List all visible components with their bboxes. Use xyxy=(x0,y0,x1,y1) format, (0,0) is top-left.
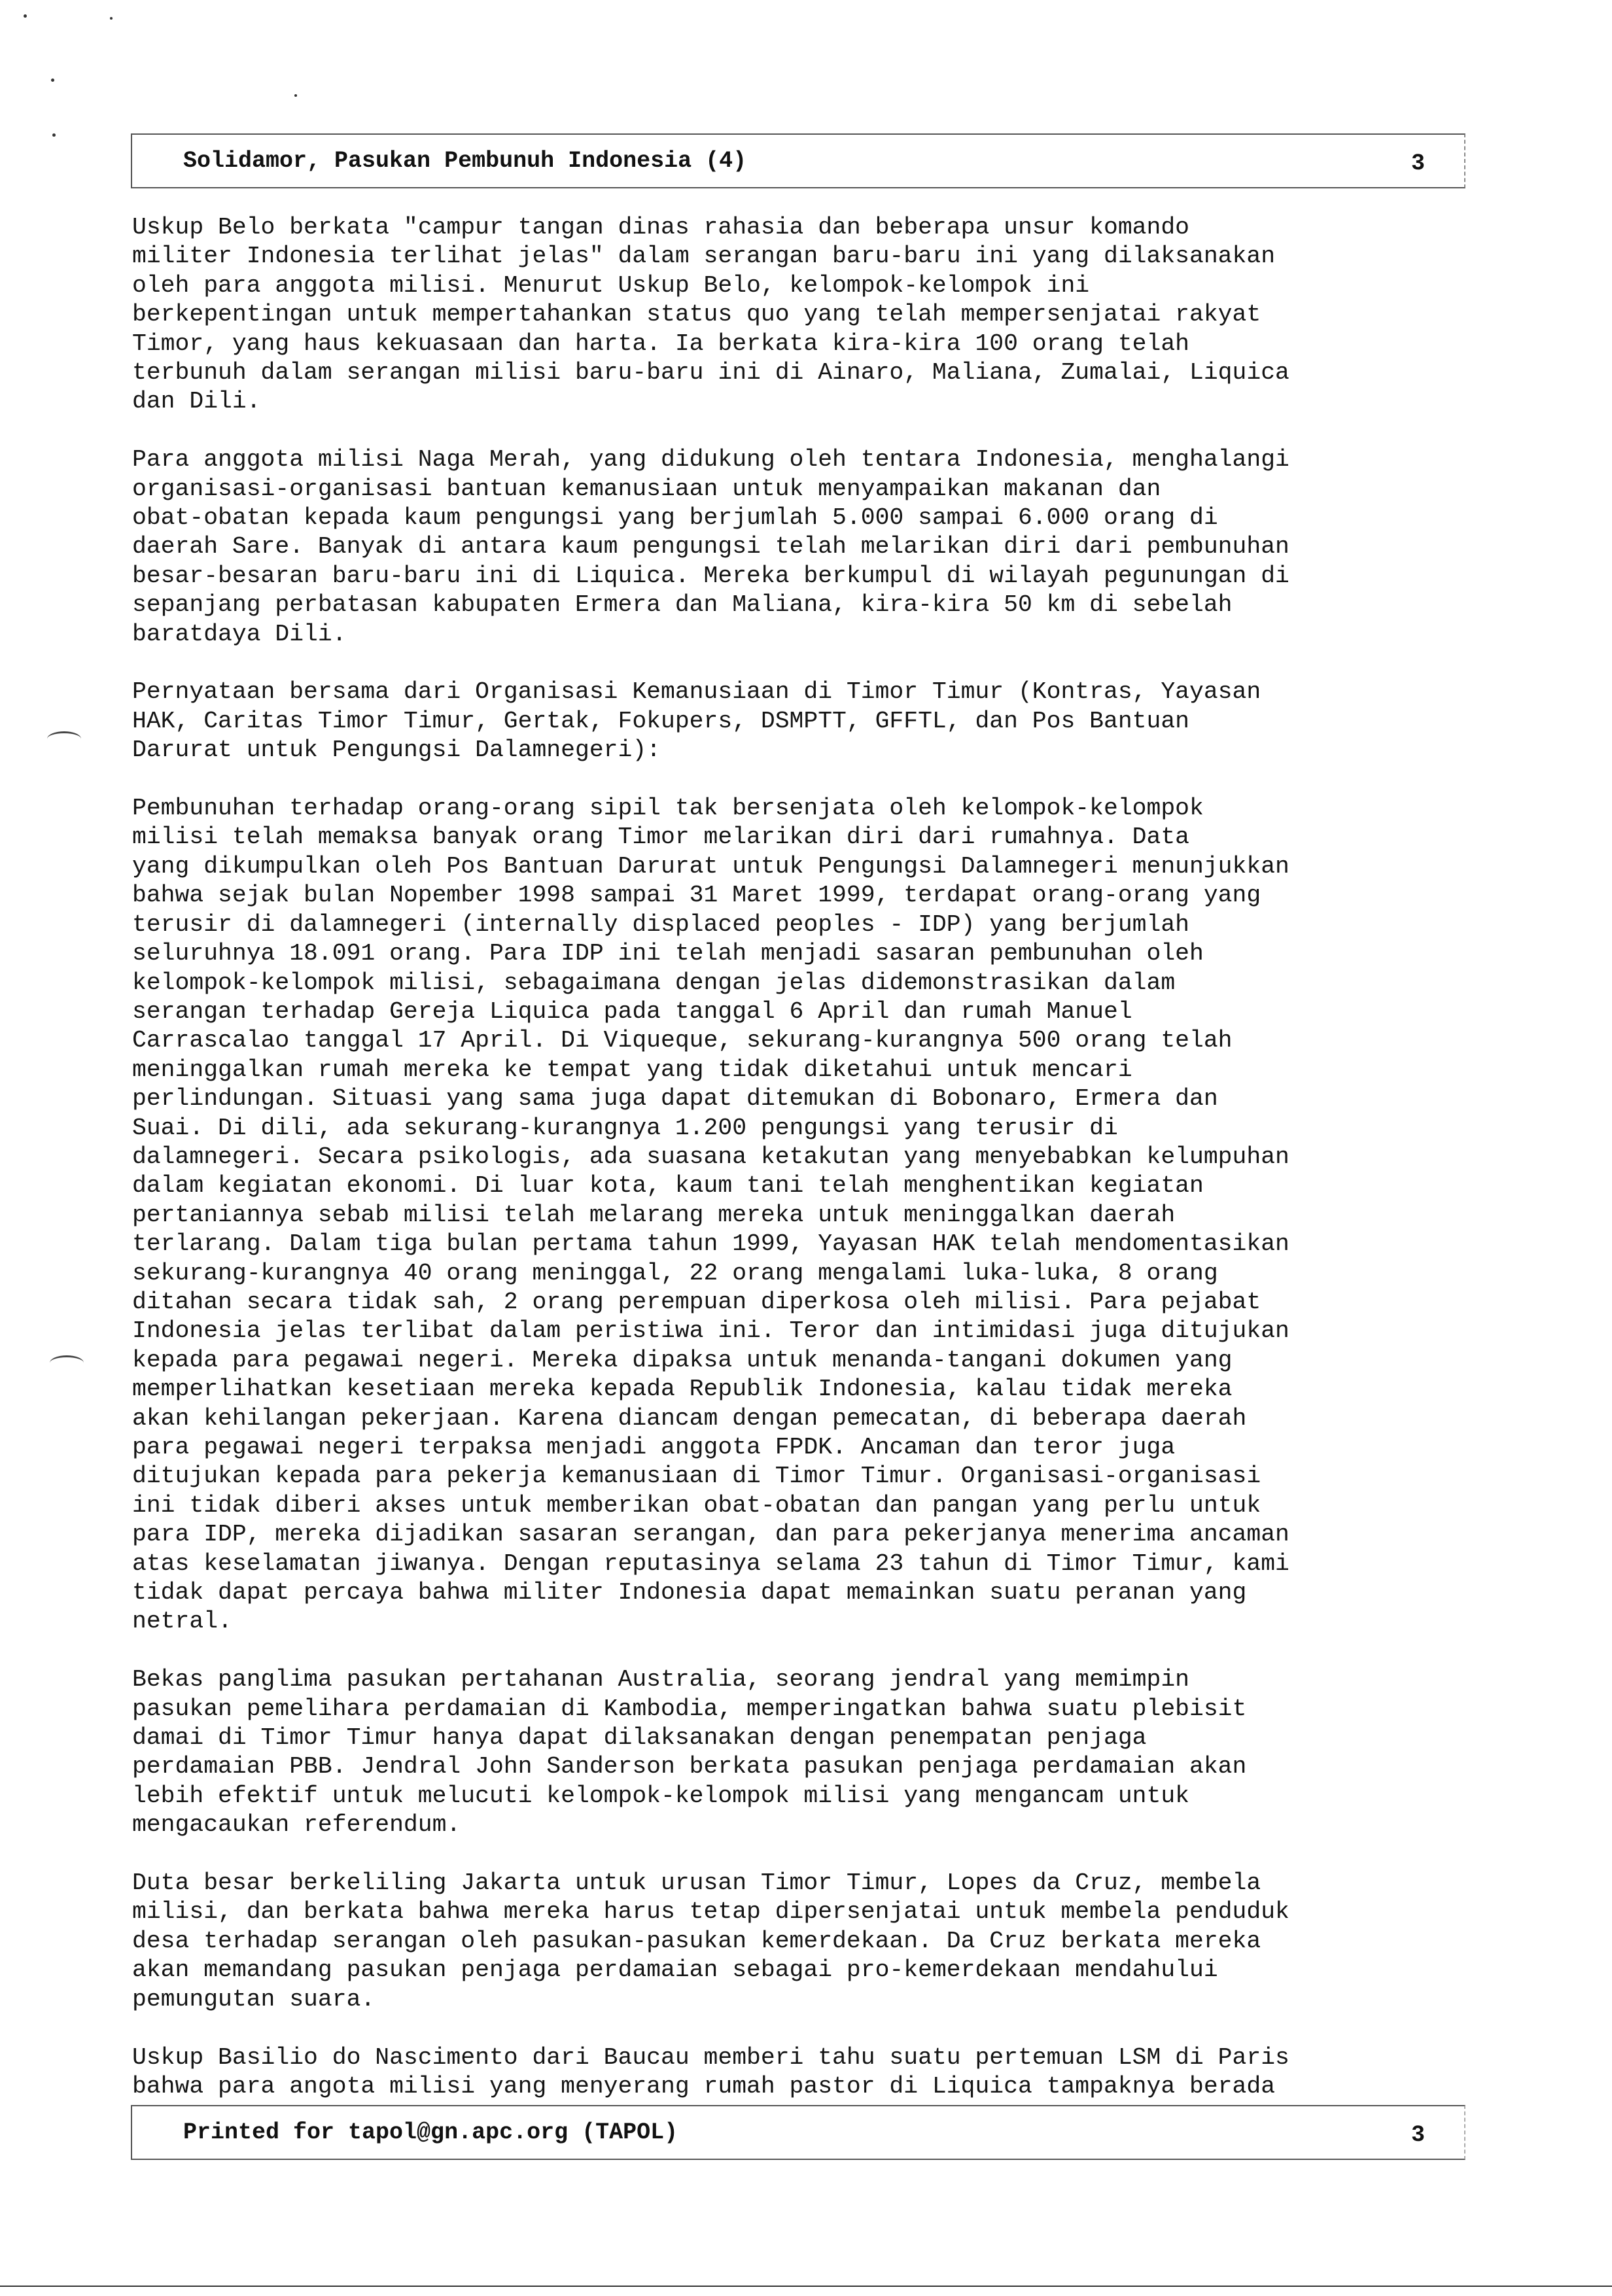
paragraph: Uskup Basilio do Nascimento dari Baucau memberi tahu suatu pertemuan LSM di Paris bahwa para angota milisi yang menyerang rumah pastor di Liquica tampaknya berada xyxy=(132,2044,1289,2100)
header-page-number: 3 xyxy=(1410,150,1425,177)
paragraph: Bekas panglima pasukan pertahanan Australia, seorang jendral yang memimpin pasukan pemelihara perdamaian di Kambodia, memperingatkan bahwa suatu plebisit damai di Timor Timur hanya dapat dilaksanakan dengan penempatan penjaga perdamaian PBB. Jendral John Sanderson berkata pasukan penjaga perdamaian akan lebih efektif untuk melucuti kelompok-kelompok milisi yang mengancam untuk mengacaukan referendum. xyxy=(132,1666,1247,1839)
scan-speck xyxy=(294,94,297,97)
scan-speck xyxy=(24,14,27,18)
paragraph: Pernyataan bersama dari Organisasi Kemanusiaan di Timor Timur (Kontras, Yayasan HAK, Caritas Timor Timur, Gertak, Fokupers, DSMPTT, GFFTL, dan Pos Bantuan Darurat untuk Pengungsi Dalamnegeri): xyxy=(132,678,1261,764)
footer-page-number: 3 xyxy=(1410,2122,1425,2148)
scan-edge-line xyxy=(0,2286,1612,2287)
footer-printed-for: Printed for tapol@gn.apc.org (TAPOL) xyxy=(183,2119,678,2146)
body-text xyxy=(132,213,1473,2131)
scan-speck xyxy=(51,78,54,82)
scan-speck xyxy=(52,133,56,137)
paragraph: Para anggota milisi Naga Merah, yang didukung oleh tentara Indonesia, menghalangi organisasi-organisasi bantuan kemanusiaan untuk menyampaikan makanan dan obat-obatan kepada kaum pengungsi yang berjumlah 5.000 sampai 6.000 orang di daerah Sare. Banyak di antara kaum pengungsi telah melarikan diri dari pembunuhan besar-besaran baru-baru ini di Liquica. Mereka berkumpul di wilayah pegunungan di sepanjang perbatasan kabupaten Ermera dan Maliana, kira-kira 50 km di sebelah baratdaya Dili. xyxy=(132,446,1289,648)
paragraph: Duta besar berkeliling Jakarta untuk urusan Timor Timur, Lopes da Cruz, membela milisi, dan berkata bahwa mereka harus tetap dipersenjatai untuk membela penduduk desa terhadap serangan oleh pasukan-pasukan kemerdekaan. Da Cruz berkata mereka akan memandang pasukan penjaga perdamaian sebagai pro-kemerdekaan mendahului pemungutan suara. xyxy=(132,1870,1289,2013)
paragraph: Uskup Belo berkata "campur tangan dinas rahasia dan beberapa unsur komando militer Indonesia terlihat jelas" dalam serangan baru-baru ini yang dilaksanakan oleh para anggota milisi. Menurut Uskup Belo, kelompok-kelompok ini berkepentingan untuk mempertahankan status quo yang telah mempersenjatai rakyat Timor, yang haus kekuasaan dan harta. Ia berkata kira-kira 100 orang telah terbunuh dalam serangan milisi baru-baru ini di Ainaro, Maliana, Zumalai, Liquica dan Dili. xyxy=(132,214,1289,415)
scan-speck xyxy=(110,17,113,20)
running-footer xyxy=(131,2105,1465,2160)
paragraph: Pembunuhan terhadap orang-orang sipil tak bersenjata oleh kelompok-kelompok milisi telah memaksa banyak orang Timor melarikan diri dari rumahnya. Data yang dikumpulkan oleh Pos Bantuan Darurat untuk Pengungsi Dalamnegeri menunjukkan bahwa sejak bulan Nopember 1998 sampai 31 Maret 1999, terdapat orang-orang yang terusir di dalamnegeri (internally displaced peoples - IDP) yang berjumlah seluruhnya 18.091 orang. Para IDP ini telah menjadi sasaran pembunuhan oleh kelompok-kelompok milisi, sebagaimana dengan jelas didemonstrasikan dalam serangan terhadap Gereja Liquica pada tanggal 6 April dan rumah Manuel Carrascalao tanggal 17 April. Di Viqueque, sekurang-kurangnya 500 orang telah meninggalkan rumah mereka ke tempat yang tidak diketahui untuk mencari perlindungan. Situasi yang sama juga dapat ditemukan di Bobonaro, Ermera dan Suai. Di dili, ada sekurang-kurangnya 1.200 pengungsi yang terusir di dalamnegeri. Secara psikologis, ada suasana ketakutan yang menyebabkan kelumpuhan dalam kegiatan ekonomi. Di luar kota, kaum tani telah menghentikan kegiatan pertaniannya sebab milisi telah melarang mereka untuk meninggalkan daerah terlarang. Dalam tiga bulan pertama tahun 1999, Yayasan HAK telah mendomentasikan sekurang-kurangnya 40 orang meninggal, 22 orang mengalami luka-luka, 8 orang ditahan secara tidak sah, 2 orang perempuan diperkosa oleh milisi. Para pejabat Indonesia jelas terlibat dalam peristiwa ini. Teror dan intimidasi juga ditujukan kepada para pegawai negeri. Mereka dipaksa untuk menanda-tangani dokumen yang memperlihatkan kesetiaan mereka kepada Republik Indonesia, kalau tidak mereka akan kehilangan pekerjaan. Karena diancam dengan pemecatan, di beberapa daerah para pegawai negeri terpaksa menjadi anggota FPDK. Ancaman dan teror juga ditujukan kepada para pekerja kemanusiaan di Timor Timur. Organisasi-organisasi ini tidak diberi akses untuk memberikan obat-obatan dan pangan yang perlu untuk para IDP, mereka dijadikan sasaran serangan, dan para pekerjanya menerima ancaman atas keselamatan jiwanya. Dengan reputasinya selama 23 tahun di Timor Timur, kami tidak dapat percaya bahwa militer Indonesia dapat memainkan suatu peranan yang netral. xyxy=(132,795,1289,1635)
header-title: Solidamor, Pasukan Pembunuh Indonesia (4) xyxy=(183,148,747,174)
running-header xyxy=(131,133,1465,188)
scan-mark xyxy=(50,1355,84,1370)
scan-mark xyxy=(47,731,81,746)
